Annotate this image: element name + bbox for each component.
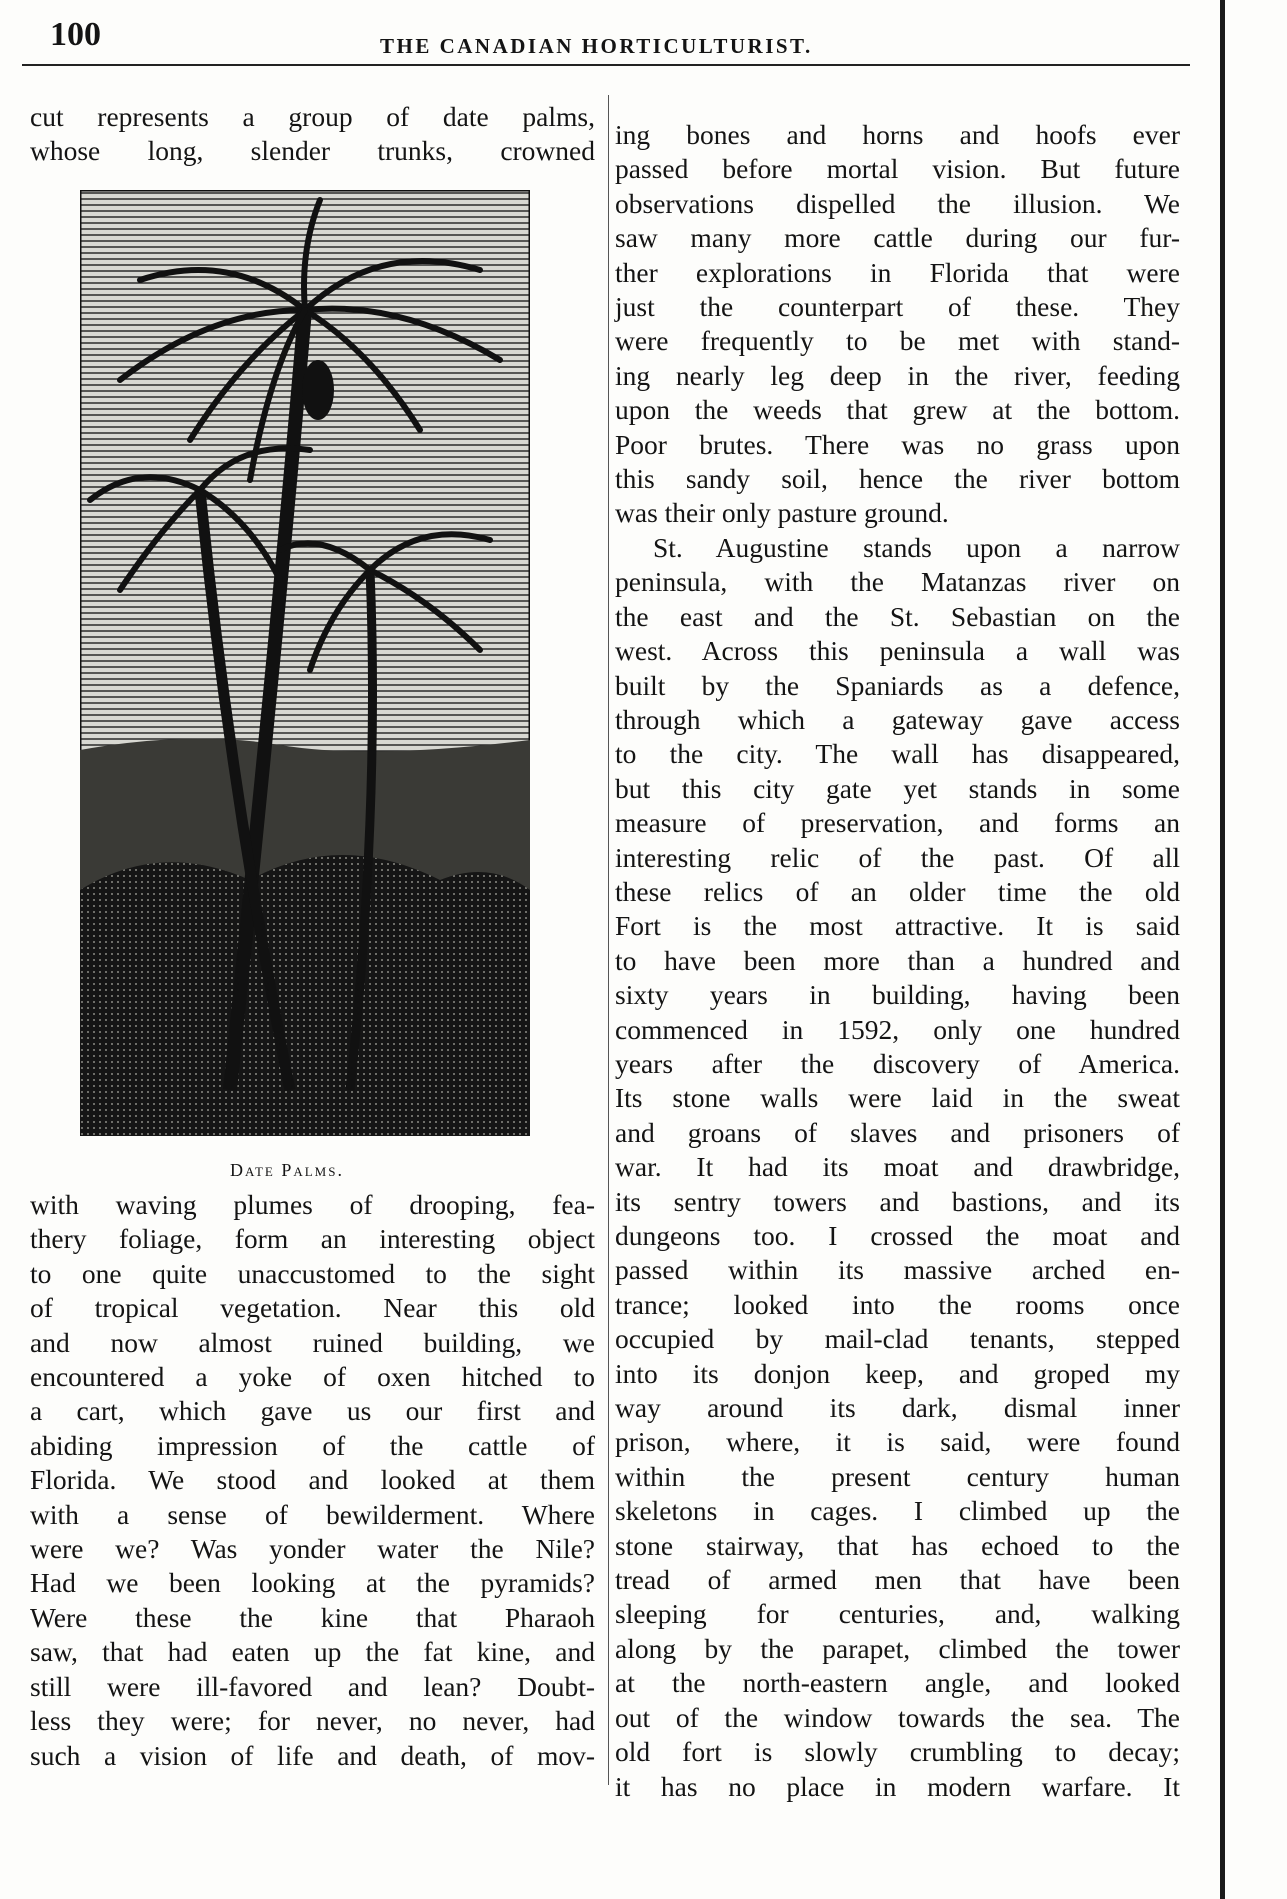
text-line: were frequently to be met with stand-	[615, 325, 1180, 357]
text-line: to the city. The wall has disappeared,	[615, 738, 1180, 770]
text-line: cut represents a group of date palms,	[30, 101, 595, 132]
text-line: these relics of an older time the old	[615, 875, 1180, 907]
left-column-top	[30, 100, 595, 169]
text-line: along by the parapet, climbed the tower	[615, 1632, 1180, 1664]
text-line: and groans of slaves and prisoners of	[615, 1116, 1180, 1148]
text-line: with waving plumes of drooping, fea-	[30, 1189, 595, 1220]
column-divider	[608, 95, 609, 1785]
text-line: interesting relic of the past. Of all	[615, 841, 1180, 873]
text-line: within the present century human	[615, 1460, 1180, 1492]
text-line: war. It had its moat and drawbridge,	[615, 1151, 1180, 1183]
text-line: and now almost ruined building, we	[30, 1326, 595, 1358]
text-line: way around its dark, dismal inner	[615, 1392, 1180, 1424]
text-line: Had we been looking at the pyramids?	[30, 1567, 595, 1599]
text-line: skeletons in cages. I climbed up the	[615, 1495, 1180, 1527]
text-line: just the counterpart of these. They	[615, 291, 1180, 323]
date-palms-engraving	[80, 190, 530, 1136]
text-line: St. Augustine stands upon a narrow	[653, 531, 1180, 563]
text-line: sleeping for centuries, and, walking	[615, 1598, 1180, 1630]
text-line: was their only pasture ground.	[615, 497, 949, 529]
text-line: old fort is slowly crumbling to decay;	[615, 1736, 1180, 1768]
text-line: passed before mortal vision. But future	[615, 153, 1180, 185]
text-line: less they were; for never, no never, had	[30, 1705, 595, 1737]
text-line: out of the window towards the sea. The	[615, 1701, 1180, 1733]
text-line: ing bones and horns and hoofs ever	[615, 119, 1180, 150]
text-line: measure of preservation, and forms an	[615, 807, 1180, 839]
text-line: built by the Spaniards as a defence,	[615, 669, 1180, 701]
text-line: thery foliage, form an interesting object	[30, 1223, 595, 1255]
text-line: with a sense of bewilderment. Where	[30, 1498, 595, 1530]
text-line: ing nearly leg deep in the river, feeding	[615, 359, 1180, 391]
text-line: dungeons too. I crossed the moat and	[615, 1220, 1180, 1251]
text-line: its sentry towers and bastions, and its	[615, 1185, 1180, 1217]
text-line: sixty years in building, having been	[615, 979, 1180, 1011]
running-title: THE CANADIAN HORTICULTURIST.	[380, 34, 813, 58]
left-column-bottom	[30, 1188, 595, 1773]
header-rule	[22, 64, 1190, 66]
text-line: years after the discovery of America.	[615, 1047, 1180, 1079]
right-column	[615, 118, 1180, 1804]
text-line: to have been more than a hundred and	[615, 944, 1180, 976]
text-line: saw, that had eaten up the fat kine, and	[30, 1636, 595, 1668]
text-line: it has no place in modern warfare. It	[615, 1770, 1180, 1802]
text-line: occupied by mail-clad tenants, stepped	[615, 1323, 1180, 1355]
text-line: into its donjon keep, and groped my	[615, 1357, 1180, 1389]
text-line: but this city gate yet stands in some	[615, 772, 1180, 804]
page-edge-shadow	[1220, 0, 1225, 1899]
text-line: stone stairway, that has echoed to the	[615, 1529, 1180, 1561]
text-line: such a vision of life and death, of mov-	[30, 1739, 595, 1771]
text-line: abiding impression of the cattle of	[30, 1429, 595, 1461]
text-line: tread of armed men that have been	[615, 1564, 1180, 1596]
text-line: through which a gateway gave access	[615, 703, 1180, 735]
text-line: the east and the St. Sebastian on the	[615, 600, 1180, 632]
text-line: Fort is the most attractive. It is said	[615, 910, 1180, 942]
text-line: at the north-eastern angle, and looked	[615, 1667, 1180, 1699]
text-line: peninsula, with the Matanzas river on	[615, 566, 1180, 598]
text-line: whose long, slender trunks, crowned	[30, 135, 595, 167]
text-line: trance; looked into the rooms once	[615, 1288, 1180, 1320]
text-line: Florida. We stood and looked at them	[30, 1464, 595, 1496]
text-line: a cart, which gave us our first and	[30, 1395, 595, 1427]
text-line: commenced in 1592, only one hundred	[615, 1013, 1180, 1045]
text-line: west. Across this peninsula a wall was	[615, 635, 1180, 667]
text-line: still were ill-favored and lean? Doubt-	[30, 1670, 595, 1702]
text-line: prison, where, it is said, were found	[615, 1426, 1180, 1458]
text-line: were we? Was yonder water the Nile?	[30, 1533, 595, 1565]
text-line: passed within its massive arched en-	[615, 1254, 1180, 1286]
text-line: saw many more cattle during our fur-	[615, 222, 1180, 254]
text-line: Its stone walls were laid in the sweat	[615, 1082, 1180, 1114]
text-line: upon the weeds that grew at the bottom.	[615, 394, 1180, 426]
figure-caption: Date Palms.	[230, 1160, 344, 1180]
text-line: Were these the kine that Pharaoh	[30, 1601, 595, 1633]
text-line: Poor brutes. There was no grass upon	[615, 428, 1180, 460]
text-line: encountered a yoke of oxen hitched to	[30, 1361, 595, 1393]
text-line: to one quite unaccustomed to the sight	[30, 1257, 595, 1289]
text-line: observations dispelled the illusion. We	[615, 187, 1180, 219]
text-line: ther explorations in Florida that were	[615, 256, 1180, 288]
text-line: this sandy soil, hence the river bottom	[615, 463, 1180, 495]
text-line: of tropical vegetation. Near this old	[30, 1292, 595, 1324]
page-number: 100	[50, 16, 101, 53]
